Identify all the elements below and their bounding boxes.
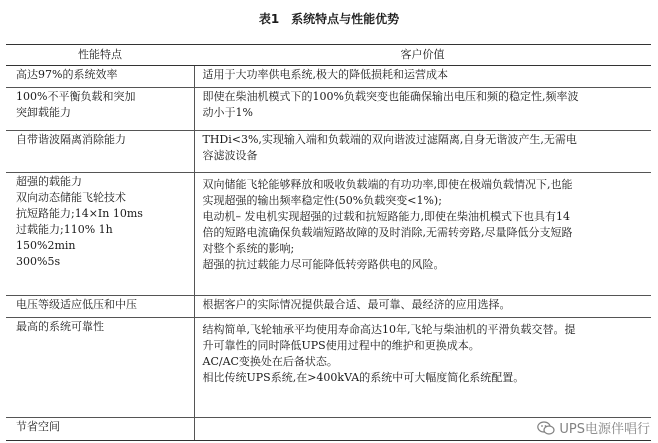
value-line: 电动机– 发电机实现超强的过载和抗短路能力,即使在柴油机模式下也具有14 — [202, 210, 570, 223]
table-row — [6, 131, 651, 173]
header-value: 客户价值 — [194, 45, 651, 66]
value-line: 结构简单,飞轮轴承平均使用寿命高达10年,飞轮与柴油机的平滑负载交替。提 — [202, 323, 576, 336]
feature-cell — [6, 66, 194, 88]
caption-number: 表1 — [258, 12, 280, 26]
table-row — [6, 173, 651, 296]
feature-cell — [6, 173, 194, 296]
feature-line: 300%5s — [16, 255, 61, 268]
features-table — [6, 44, 651, 441]
feature-cell — [6, 88, 194, 131]
watermark — [537, 418, 650, 437]
wechat-bubble-icon — [537, 421, 555, 435]
value-line: 升可靠性的同时降低UPS使用过程中的维护和更换成本。 — [202, 339, 480, 352]
value-line: 适用于大功率供电系统,极大的降低损耗和运营成本 — [202, 68, 448, 81]
value-line: 根据客户的实际情况提供最合适、最可靠、最经济的应用选择。 — [202, 298, 511, 311]
value-line: 动小于1% — [202, 106, 253, 119]
feature-line: 过载能力;110% 1h — [16, 223, 113, 236]
value-line: THDi<3%,实现输入端和负载端的双向谐波过滤隔离,自身无谐波产生,无需电 — [202, 133, 577, 146]
value-line: AC/AC变换处在后备状态。 — [202, 355, 338, 368]
value-line: 相比传统UPS系统,在>400kVA的系统中可大幅度简化系统配置。 — [202, 371, 525, 384]
feature-line: 电压等级适应低压和中压 — [16, 298, 137, 311]
caption-title: 系统特点与性能优势 — [291, 12, 400, 26]
value-line: 实现超强的输出频率稳定性(50%负载突变<1%); — [202, 194, 442, 207]
value-cell — [194, 88, 651, 131]
table-row — [6, 318, 651, 418]
feature-line: 双向动态储能飞轮技术 — [16, 191, 126, 204]
watermark-text: UPS电源伴唱行 — [559, 422, 650, 437]
table-row — [6, 66, 651, 88]
feature-line: 突卸载能力 — [16, 106, 71, 119]
value-line: 对整个系统的影响; — [202, 242, 295, 255]
feature-line: 抗短路能力;14×In 10ms — [16, 207, 143, 220]
feature-cell — [6, 131, 194, 173]
header-feature: 性能特点 — [6, 45, 194, 66]
value-cell — [194, 173, 651, 296]
feature-line: 自带谐波隔离消除能力 — [16, 133, 126, 146]
feature-line: 150%2min — [16, 239, 76, 252]
header-row — [6, 45, 651, 66]
table-row — [6, 88, 651, 131]
value-line: 倍的短路电流确保负载端短路故障的及时消除,无需转旁路,尽量降低分支短路 — [202, 226, 573, 239]
value-line: 即使在柴油机模式下的100%负载突变也能确保输出电压和频的稳定性,频率波 — [202, 90, 579, 103]
feature-cell — [6, 318, 194, 418]
table-caption — [0, 10, 658, 27]
feature-line: 100%不平衡负载和突加 — [16, 90, 136, 103]
value-line: 容滤波设备 — [202, 149, 258, 162]
feature-line: 节省空间 — [16, 420, 60, 433]
feature-line: 最高的系统可靠性 — [16, 320, 104, 333]
feature-cell — [6, 418, 194, 441]
value-cell — [194, 296, 651, 318]
table-row — [6, 296, 651, 318]
value-cell — [194, 66, 651, 88]
value-cell — [194, 131, 651, 173]
feature-line: 超强的载能力 — [16, 175, 82, 188]
feature-line: 高达97%的系统效率 — [16, 68, 118, 81]
value-cell — [194, 318, 651, 418]
value-line: 超强的抗过载能力尽可能降低转旁路供电的风险。 — [202, 258, 445, 271]
value-line: 双向储能飞轮能够释放和吸收负载端的有功功率,即使在极端负载情况下,也能 — [202, 178, 573, 191]
feature-cell — [6, 296, 194, 318]
